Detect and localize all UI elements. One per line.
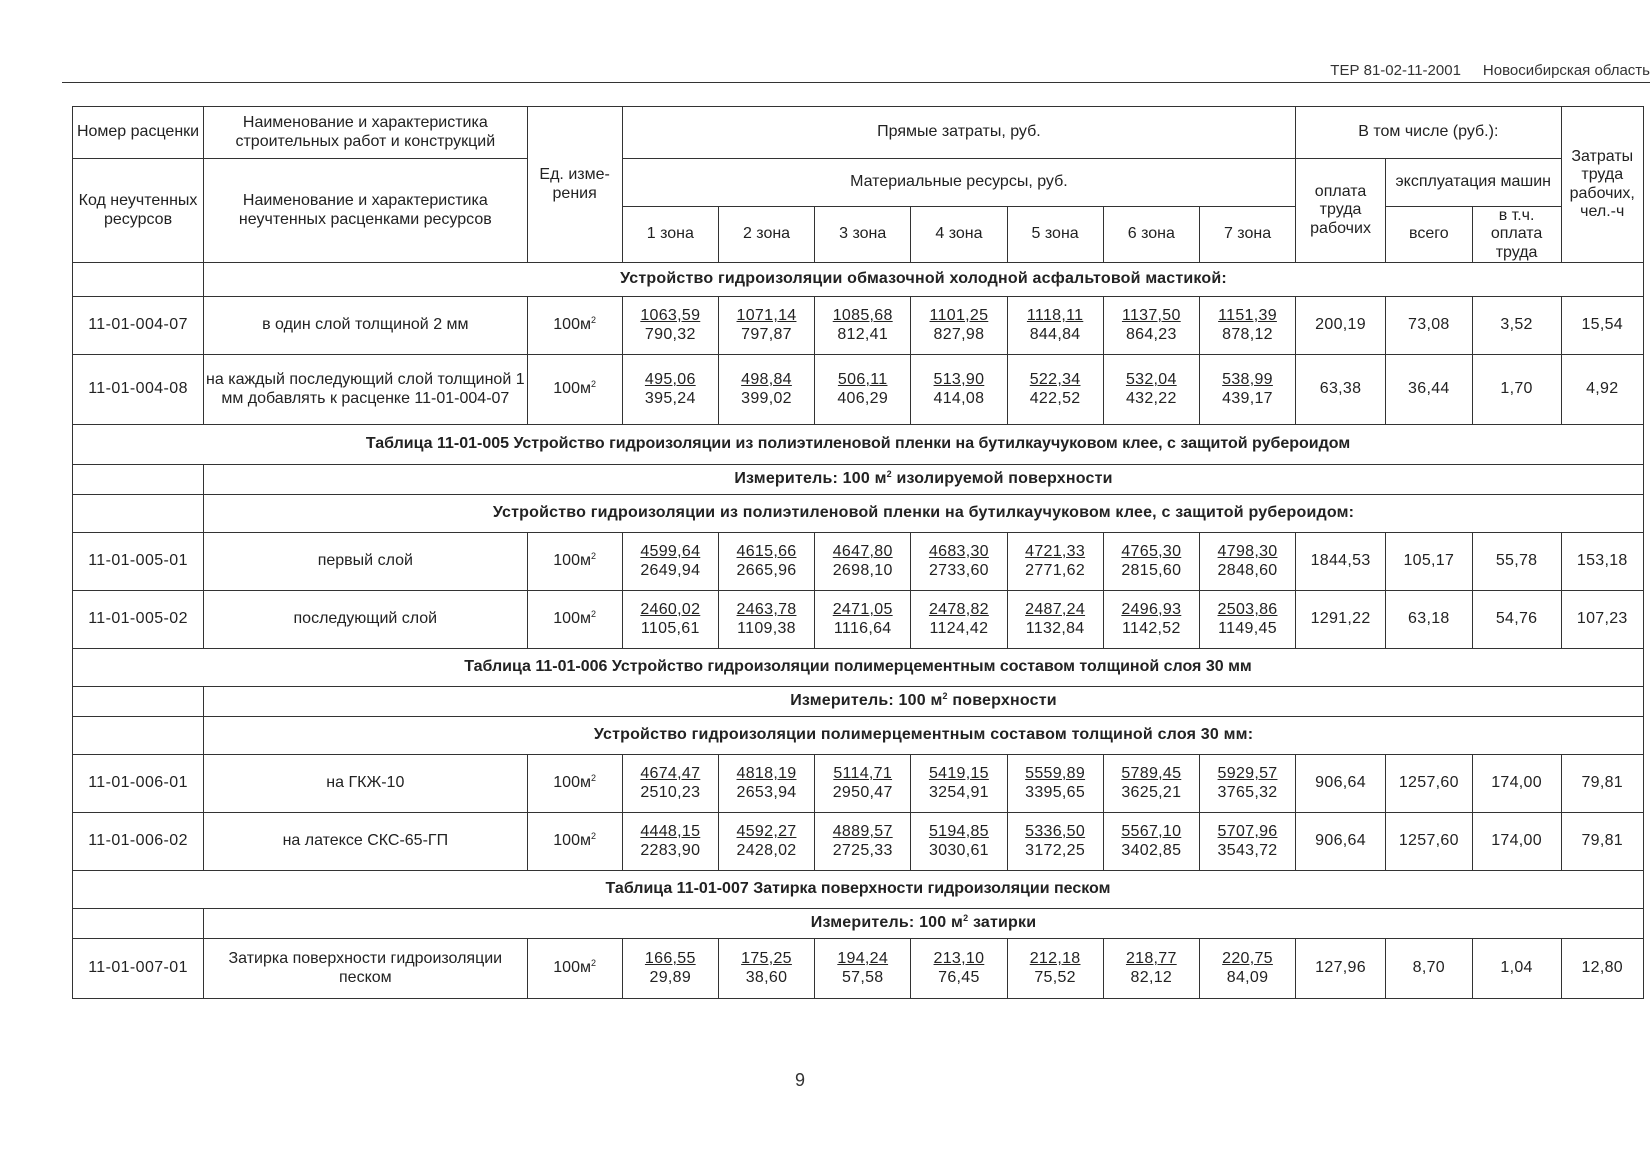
col-name: Наименование и характеристика строительных работ и конструкций xyxy=(204,107,527,159)
zone-cost-cell xyxy=(718,813,814,871)
direct-cost: 4889,57 xyxy=(832,823,893,841)
unit-cell xyxy=(527,813,622,871)
zone-cost-cell xyxy=(1007,813,1103,871)
col-resource-name: Наименование и характеристика неучтенных расценками ресурсов xyxy=(204,159,527,263)
col-materials: Материальные ресурсы, руб. xyxy=(622,159,1295,207)
direct-cost: 4765,30 xyxy=(1121,543,1182,561)
table-title-row xyxy=(73,425,1644,465)
zone-cost-cell xyxy=(622,939,718,999)
zone-cost-cell xyxy=(1199,533,1295,591)
zone-cost-cell xyxy=(718,533,814,591)
zone-cost-cell xyxy=(911,813,1007,871)
direct-cost: 4592,27 xyxy=(736,823,797,841)
measure-row xyxy=(73,909,1644,939)
machine-wage-cost: 55,78 xyxy=(1472,533,1561,591)
zone-cost-cell xyxy=(1007,755,1103,813)
material-cost: 432,22 xyxy=(1125,389,1177,407)
material-cost: 2815,60 xyxy=(1121,561,1182,579)
material-cost: 2848,60 xyxy=(1217,561,1278,579)
direct-cost: 166,55 xyxy=(644,950,696,968)
unit-text: 100м xyxy=(553,959,591,977)
material-cost: 76,45 xyxy=(938,968,980,986)
table-row xyxy=(73,755,1644,813)
zone-cost-cell xyxy=(1103,355,1199,425)
table-title: Таблица 11-01-007 Затирка поверхности гидроизоляции песком xyxy=(73,871,1644,909)
material-cost: 1142,52 xyxy=(1121,619,1181,637)
table-row xyxy=(73,591,1644,649)
zone-4: 4 зона xyxy=(911,207,1007,263)
zone-cost-cell xyxy=(1199,355,1295,425)
zone-cost-cell xyxy=(1103,813,1199,871)
unit-text: 100м xyxy=(553,774,591,792)
direct-cost: 4798,30 xyxy=(1217,543,1278,561)
rate-name: первый слой xyxy=(204,533,527,591)
rate-name: на каждый последующий слой толщиной 1 мм добавлять к расценке 11-01-004-07 xyxy=(204,355,527,425)
zone-cost-cell xyxy=(622,813,718,871)
zone-cost-cell xyxy=(1199,755,1295,813)
material-cost: 29,89 xyxy=(649,968,692,986)
section-title: Устройство гидроизоляции из полиэтиленовой пленки на бутилкаучуковом клее, с защитой рубероидом: xyxy=(204,495,1644,533)
direct-cost: 2471,05 xyxy=(832,601,893,619)
direct-cost: 4599,64 xyxy=(640,543,701,561)
direct-cost: 522,34 xyxy=(1029,371,1081,389)
material-cost: 82,12 xyxy=(1130,968,1173,986)
measure-text: Измеритель: 100 $м^2$ затирки xyxy=(204,909,1644,939)
zone-cost-cell xyxy=(815,813,911,871)
unit-exponent: 2 xyxy=(590,379,596,390)
col-machines: эксплуатация машин xyxy=(1385,159,1561,207)
direct-cost: 1101,25 xyxy=(929,307,989,325)
material-cost: 2428,02 xyxy=(736,841,797,859)
col-machines-total: всего xyxy=(1385,207,1472,263)
zone-cost-cell xyxy=(1199,939,1295,999)
direct-cost: 538,99 xyxy=(1222,371,1273,389)
page-number: 9 xyxy=(795,1070,806,1090)
material-cost: 57,58 xyxy=(841,968,884,986)
direct-cost: 4674,47 xyxy=(640,765,701,783)
material-cost: 2510,23 xyxy=(640,783,701,801)
rate-code: 11-01-006-02 xyxy=(73,813,204,871)
direct-cost: 5336,50 xyxy=(1025,823,1086,841)
measure-row xyxy=(73,465,1644,495)
direct-cost: 4615,66 xyxy=(736,543,797,561)
col-machines-wage: в т.ч. оплата труда xyxy=(1472,207,1561,263)
direct-cost: 194,24 xyxy=(837,950,889,968)
zone-cost-cell xyxy=(815,533,911,591)
unit-exponent: 2 xyxy=(590,315,596,326)
region-name: Новосибирская область xyxy=(1482,62,1650,79)
direct-cost: 532,04 xyxy=(1125,371,1177,389)
measure-text: Измеритель: 100 $м^2$ поверхности xyxy=(204,687,1644,717)
col-number: Номер расценки xyxy=(73,107,204,159)
zone-cost-cell xyxy=(815,939,911,999)
direct-cost: 4683,30 xyxy=(928,543,989,561)
direct-cost: 1071,14 xyxy=(736,307,797,325)
zone-cost-cell xyxy=(911,533,1007,591)
material-cost: 3765,32 xyxy=(1217,783,1278,801)
direct-cost: 1085,68 xyxy=(832,307,893,325)
material-cost: 827,98 xyxy=(933,325,985,343)
material-cost: 1109,38 xyxy=(737,619,796,637)
zone-cost-cell xyxy=(1103,297,1199,355)
unit-text: 100м xyxy=(553,610,591,628)
unit-cell xyxy=(527,591,622,649)
section-row xyxy=(73,263,1644,297)
col-including: В том числе (руб.): xyxy=(1296,107,1561,159)
zone-cost-cell xyxy=(622,591,718,649)
zone-cost-cell xyxy=(815,355,911,425)
material-cost: 3254,91 xyxy=(928,783,989,801)
material-cost: 1116,64 xyxy=(833,619,892,637)
material-cost: 2733,60 xyxy=(928,561,989,579)
labor-cost: 79,81 xyxy=(1561,813,1644,871)
zone-6: 6 зона xyxy=(1103,207,1199,263)
unit-exponent: 2 xyxy=(590,958,596,969)
material-cost: 2653,94 xyxy=(736,783,797,801)
unit-exponent: 2 xyxy=(590,551,596,562)
direct-cost: 220,75 xyxy=(1222,950,1273,968)
direct-cost: 5114,71 xyxy=(833,765,893,783)
material-cost: 3543,72 xyxy=(1217,841,1278,859)
direct-cost: 4818,19 xyxy=(736,765,797,783)
rate-name: последующий слой xyxy=(204,591,527,649)
unit-exponent: 2 xyxy=(590,773,596,784)
unit-text: 100м xyxy=(553,832,591,850)
zone-cost-cell xyxy=(911,939,1007,999)
direct-cost: 5567,10 xyxy=(1121,823,1182,841)
material-cost: 2283,90 xyxy=(640,841,701,859)
direct-cost: 1118,11 xyxy=(1026,307,1084,325)
price-table xyxy=(72,106,1644,999)
direct-cost: 213,10 xyxy=(933,950,985,968)
machine-cost: 63,18 xyxy=(1385,591,1472,649)
unit-cell xyxy=(527,939,622,999)
labor-cost: 79,81 xyxy=(1561,755,1644,813)
table-title-row xyxy=(73,649,1644,687)
direct-cost: 1151,39 xyxy=(1218,307,1277,325)
rate-code: 11-01-006-01 xyxy=(73,755,204,813)
machine-wage-cost: 174,00 xyxy=(1472,755,1561,813)
zone-cost-cell xyxy=(815,591,911,649)
material-cost: 2771,62 xyxy=(1025,561,1086,579)
zone-cost-cell xyxy=(1103,755,1199,813)
material-cost: 1149,45 xyxy=(1218,619,1277,637)
machine-wage-cost: 174,00 xyxy=(1472,813,1561,871)
zone-cost-cell xyxy=(718,297,814,355)
material-cost: 864,23 xyxy=(1125,325,1177,343)
material-cost: 3030,61 xyxy=(928,841,989,859)
direct-cost: 4448,15 xyxy=(640,823,701,841)
material-cost: 3172,25 xyxy=(1025,841,1086,859)
wage-cost: 906,64 xyxy=(1296,755,1386,813)
zone-cost-cell xyxy=(622,533,718,591)
material-cost: 797,87 xyxy=(741,325,792,343)
zone-cost-cell xyxy=(911,755,1007,813)
zone-cost-cell xyxy=(718,355,814,425)
machine-cost: 1257,60 xyxy=(1385,755,1472,813)
table-row xyxy=(73,297,1644,355)
machine-cost: 36,44 xyxy=(1385,355,1472,425)
direct-cost: 1137,50 xyxy=(1121,307,1181,325)
direct-cost: 506,11 xyxy=(837,371,888,389)
zone-cost-cell xyxy=(1007,533,1103,591)
zone-5: 5 зона xyxy=(1007,207,1103,263)
col-direct-costs: Прямые затраты, руб. xyxy=(622,107,1295,159)
zone-cost-cell xyxy=(1007,591,1103,649)
labor-cost: 107,23 xyxy=(1561,591,1644,649)
rate-name: в один слой толщиной 2 мм xyxy=(204,297,527,355)
unit-exponent: 2 xyxy=(590,831,596,842)
zone-1: 1 зона xyxy=(622,207,718,263)
zone-cost-cell xyxy=(815,755,911,813)
material-cost: 2950,47 xyxy=(832,783,893,801)
material-cost: 790,32 xyxy=(644,325,696,343)
measure-row xyxy=(73,687,1644,717)
table-title: Таблица 11-01-006 Устройство гидроизоляции полимерцементным составом толщиной слоя 30 мм xyxy=(73,649,1644,687)
zone-3: 3 зона xyxy=(815,207,911,263)
wage-cost: 127,96 xyxy=(1296,939,1386,999)
material-cost: 3625,21 xyxy=(1121,783,1182,801)
material-cost: 1124,42 xyxy=(929,619,989,637)
material-cost: 878,12 xyxy=(1222,325,1273,343)
unit-cell xyxy=(527,755,622,813)
wage-cost: 63,38 xyxy=(1296,355,1386,425)
direct-cost: 495,06 xyxy=(644,371,696,389)
section-title: Устройство гидроизоляции обмазочной холодной асфальтовой мастикой: xyxy=(204,263,1644,297)
unit-cell xyxy=(527,533,622,591)
direct-cost: 4647,80 xyxy=(832,543,893,561)
direct-cost: 1063,59 xyxy=(640,307,701,325)
rate-name: на латексе СКС-65-ГП xyxy=(204,813,527,871)
material-cost: 2725,33 xyxy=(832,841,893,859)
direct-cost: 218,77 xyxy=(1125,950,1177,968)
material-cost: 414,08 xyxy=(933,389,985,407)
col-labor: Затраты труда рабочих, чел.-ч xyxy=(1561,107,1644,263)
section-title: Устройство гидроизоляции полимерцементным составом толщиной слоя 30 мм: xyxy=(204,717,1644,755)
machine-cost: 1257,60 xyxy=(1385,813,1472,871)
col-wage: оплата труда рабочих xyxy=(1296,159,1386,263)
zone-7: 7 зона xyxy=(1199,207,1295,263)
unit-text: 100м xyxy=(553,380,591,398)
direct-cost: 5929,57 xyxy=(1217,765,1278,783)
machine-wage-cost: 54,76 xyxy=(1472,591,1561,649)
zone-cost-cell xyxy=(1103,939,1199,999)
rate-code: 11-01-004-08 xyxy=(73,355,204,425)
table-row xyxy=(73,355,1644,425)
direct-cost: 2478,82 xyxy=(928,601,989,619)
running-header xyxy=(62,60,1650,83)
table-title-row xyxy=(73,871,1644,909)
material-cost: 1105,61 xyxy=(640,619,700,637)
header-row-1 xyxy=(73,107,1644,159)
material-cost: 84,09 xyxy=(1226,968,1269,986)
rate-code: 11-01-007-01 xyxy=(73,939,204,999)
machine-cost: 8,70 xyxy=(1385,939,1472,999)
machine-cost: 105,17 xyxy=(1385,533,1472,591)
zone-cost-cell xyxy=(718,591,814,649)
machine-wage-cost: 1,70 xyxy=(1472,355,1561,425)
table-row xyxy=(73,813,1644,871)
direct-cost: 5194,85 xyxy=(928,823,989,841)
zone-cost-cell xyxy=(622,297,718,355)
zone-2: 2 зона xyxy=(718,207,814,263)
direct-cost: 5419,15 xyxy=(928,765,989,783)
zone-cost-cell xyxy=(911,591,1007,649)
material-cost: 1132,84 xyxy=(1025,619,1085,637)
col-unit: Ед. изме-рения xyxy=(527,107,622,263)
direct-cost: 513,90 xyxy=(933,371,985,389)
table-row xyxy=(73,533,1644,591)
table-title: Таблица 11-01-005 Устройство гидроизоляции из полиэтиленовой пленки на бутилкаучуковом клее, с защитой рубероидом xyxy=(73,425,1644,465)
machine-cost: 73,08 xyxy=(1385,297,1472,355)
direct-cost: 4721,33 xyxy=(1025,543,1086,561)
unit-cell xyxy=(527,297,622,355)
wage-cost: 1291,22 xyxy=(1296,591,1386,649)
zone-cost-cell xyxy=(1103,533,1199,591)
zone-cost-cell xyxy=(1007,297,1103,355)
unit-cell xyxy=(527,355,622,425)
zone-cost-cell xyxy=(622,355,718,425)
zone-cost-cell xyxy=(1199,591,1295,649)
document-code: ТЕР 81-02-11-2001 xyxy=(1330,62,1461,79)
direct-cost: 2503,86 xyxy=(1217,601,1278,619)
material-cost: 2665,96 xyxy=(736,561,797,579)
rate-code: 11-01-005-02 xyxy=(73,591,204,649)
direct-cost: 2496,93 xyxy=(1121,601,1182,619)
labor-cost: 4,92 xyxy=(1561,355,1644,425)
col-code: Код неучтенных ресурсов xyxy=(73,159,204,263)
material-cost: 38,60 xyxy=(745,968,788,986)
unit-exponent: 2 xyxy=(590,609,596,620)
unit-text: 100м xyxy=(553,552,591,570)
material-cost: 422,52 xyxy=(1029,389,1081,407)
direct-cost: 5559,89 xyxy=(1025,765,1086,783)
direct-cost: 498,84 xyxy=(741,371,792,389)
material-cost: 812,41 xyxy=(837,325,889,343)
machine-wage-cost: 1,04 xyxy=(1472,939,1561,999)
wage-cost: 1844,53 xyxy=(1296,533,1386,591)
zone-cost-cell xyxy=(911,355,1007,425)
wage-cost: 200,19 xyxy=(1296,297,1386,355)
labor-cost: 12,80 xyxy=(1561,939,1644,999)
direct-cost: 175,25 xyxy=(741,950,792,968)
direct-cost: 5707,96 xyxy=(1217,823,1278,841)
table-row xyxy=(73,939,1644,999)
rate-code: 11-01-004-07 xyxy=(73,297,204,355)
machine-wage-cost: 3,52 xyxy=(1472,297,1561,355)
wage-cost: 906,64 xyxy=(1296,813,1386,871)
direct-cost: 2463,78 xyxy=(736,601,797,619)
labor-cost: 15,54 xyxy=(1561,297,1644,355)
material-cost: 2698,10 xyxy=(832,561,893,579)
zone-cost-cell xyxy=(911,297,1007,355)
zone-cost-cell xyxy=(815,297,911,355)
zone-cost-cell xyxy=(718,939,814,999)
material-cost: 395,24 xyxy=(644,389,696,407)
rate-code: 11-01-005-01 xyxy=(73,533,204,591)
measure-text: Измеритель: 100 $м^2$ изолируемой поверхности xyxy=(204,465,1644,495)
zone-cost-cell xyxy=(718,755,814,813)
direct-cost: 2487,24 xyxy=(1025,601,1086,619)
zone-cost-cell xyxy=(622,755,718,813)
rate-name: Затирка поверхности гидроизоляции песком xyxy=(204,939,527,999)
labor-cost: 153,18 xyxy=(1561,533,1644,591)
direct-cost: 2460,02 xyxy=(640,601,701,619)
zone-cost-cell xyxy=(1199,813,1295,871)
zone-cost-cell xyxy=(1007,939,1103,999)
rate-name: на ГКЖ-10 xyxy=(204,755,527,813)
section-row xyxy=(73,495,1644,533)
header-row-2 xyxy=(73,159,1644,207)
material-cost: 3395,65 xyxy=(1025,783,1086,801)
direct-cost: 212,18 xyxy=(1029,950,1081,968)
direct-cost: 5789,45 xyxy=(1121,765,1182,783)
material-cost: 75,52 xyxy=(1034,968,1076,986)
unit-text: 100м xyxy=(553,316,591,334)
material-cost: 406,29 xyxy=(837,389,889,407)
zone-cost-cell xyxy=(1103,591,1199,649)
material-cost: 439,17 xyxy=(1222,389,1273,407)
material-cost: 399,02 xyxy=(741,389,792,407)
zone-cost-cell xyxy=(1007,355,1103,425)
material-cost: 844,84 xyxy=(1029,325,1081,343)
zone-cost-cell xyxy=(1199,297,1295,355)
section-row xyxy=(73,717,1644,755)
material-cost: 3402,85 xyxy=(1121,841,1182,859)
material-cost: 2649,94 xyxy=(640,561,701,579)
